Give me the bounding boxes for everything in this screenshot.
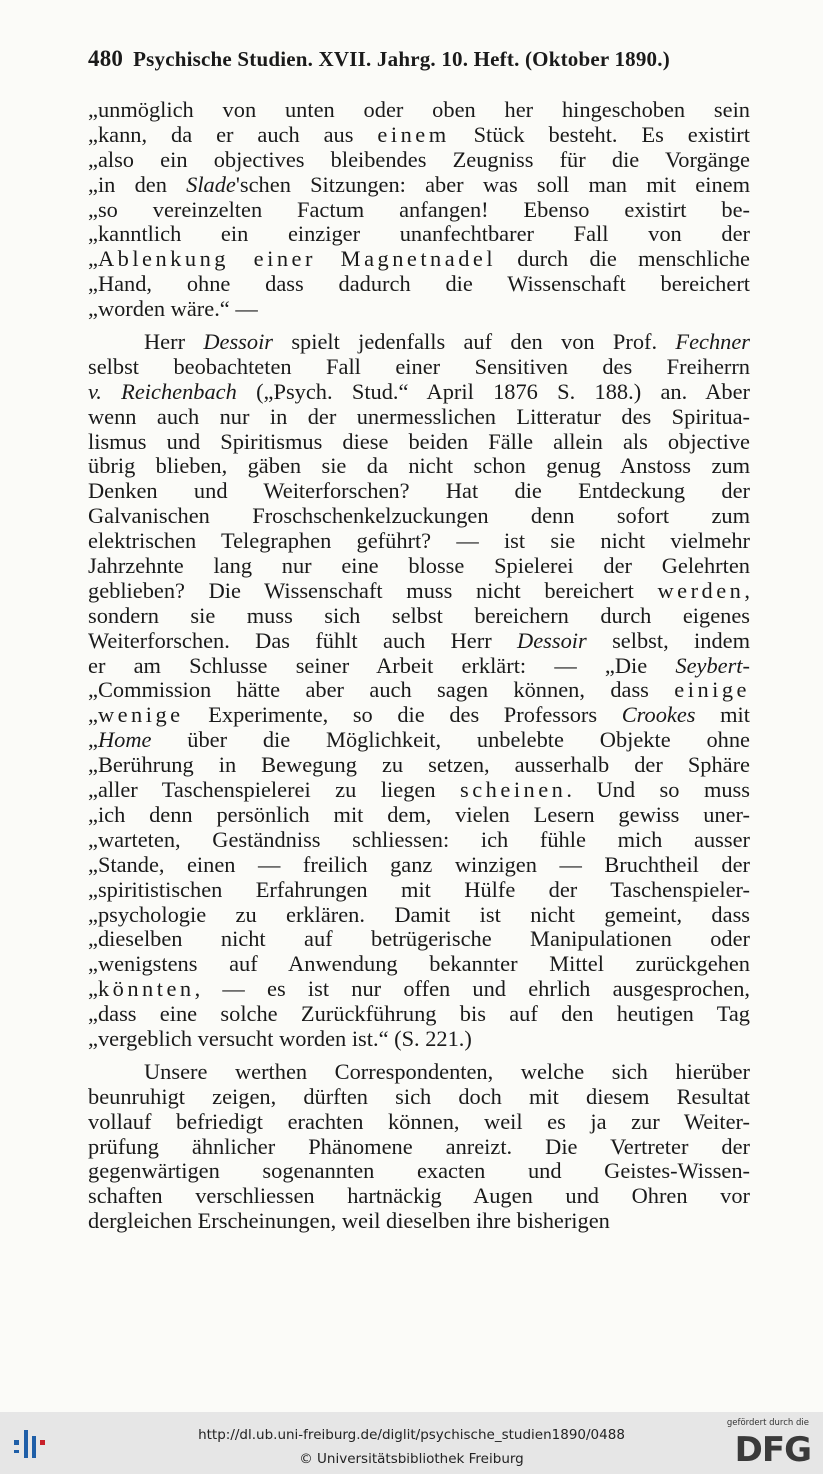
- text-line: [88, 454, 750, 479]
- text-line: [88, 828, 750, 853]
- text-run: selbst beobachteten Fall einer Sensitiven des Freiherrn: [88, 353, 750, 379]
- text-run: durch die menschliche: [496, 246, 750, 272]
- dfg-logo: [727, 1418, 813, 1470]
- text-run: „ich denn persönlich mit dem, vielen Lesern gewiss uner-: [88, 801, 750, 827]
- text-line: [88, 98, 750, 123]
- italic-name: Dessoir: [203, 329, 274, 355]
- text-run: übrig blieben, gäben sie da nicht schon genug Anstoss zum: [88, 453, 750, 479]
- text-line: [88, 728, 750, 753]
- emphasis-spaced: einem: [377, 121, 450, 147]
- text-run: „psychologie zu erklären. Damit ist nicht gemeint, dass: [88, 901, 750, 927]
- text-run: „kanntlich ein einziger unanfechtbarer Fall von der: [88, 221, 750, 247]
- page-number: 480: [88, 46, 124, 71]
- emphasis-spaced: scheinen: [460, 777, 567, 803]
- text-line: [88, 529, 750, 554]
- text-run: „so vereinzelten Factum anfangen! Ebenso existirt be-: [88, 196, 750, 222]
- text-line: [88, 554, 750, 579]
- text-line: [88, 579, 750, 604]
- emphasis-spaced: wenige: [97, 702, 184, 728]
- text-run: . Und so muss: [566, 777, 750, 803]
- text-line: [88, 330, 750, 355]
- funder-logo-text: DFG: [734, 1430, 811, 1470]
- italic-name: Seybert-: [675, 652, 750, 678]
- text-line: [88, 405, 750, 430]
- text-run: , — es ist nur offen und ehrlich ausgesprochen,: [194, 976, 750, 1002]
- text-line: [88, 1135, 750, 1160]
- text-run: „dass eine solche Zurückführung bis auf den heutigen Tag: [88, 1001, 750, 1027]
- text-line: [88, 173, 750, 198]
- text-line: [88, 803, 750, 828]
- text-run: „kann, da er auch aus: [88, 121, 378, 147]
- text-run: „wenigstens auf Anwendung bekannter Mittel zurückgehen: [88, 951, 750, 977]
- running-title: Psychische Studien. XVII. Jahrg. 10. Heft. (Oktober 1890.): [133, 47, 670, 71]
- text-line: [88, 678, 750, 703]
- text-line: [88, 272, 750, 297]
- running-header: [88, 46, 760, 72]
- text-line: [88, 1110, 750, 1135]
- text-line: [88, 977, 750, 1002]
- text-line: [88, 198, 750, 223]
- italic-name: Fechner: [675, 329, 750, 355]
- italic-name: Crookes: [621, 702, 696, 728]
- paragraph: [88, 1060, 750, 1234]
- text-line: [88, 1060, 750, 1085]
- text-run: Weiterforschen. Das fühlt auch Herr: [88, 627, 518, 653]
- text-run: wenn auch nur in der unermesslichen Litteratur des Spiritua-: [88, 403, 750, 429]
- text-run: Denken und Weiterforschen? Hat die Entdeckung der: [88, 478, 750, 504]
- paragraph: [88, 330, 750, 1052]
- italic-name: v. Reichenbach: [88, 378, 237, 404]
- text-run: „: [88, 702, 98, 728]
- text-line: [88, 222, 750, 247]
- text-run: „unmöglich von unten oder oben her hingeschoben sein: [88, 97, 750, 122]
- text-run: Galvanischen Froschschenkelzuckungen denn sofort zum: [88, 503, 750, 529]
- body-text: [88, 98, 750, 1234]
- text-line: [88, 1159, 750, 1184]
- text-line: [88, 1002, 750, 1027]
- text-run: „Berührung in Bewegung zu setzen, ausserhalb der Sphäre: [88, 752, 750, 778]
- text-line: [88, 479, 750, 504]
- text-line: [88, 430, 750, 455]
- text-run: „worden wäre.“ —: [88, 296, 258, 322]
- text-run: ,: [744, 577, 750, 603]
- text-run: „aller Taschenspielerei zu liegen: [88, 777, 461, 803]
- text-line: [88, 504, 750, 529]
- text-line: [88, 703, 750, 728]
- text-line: [88, 654, 750, 679]
- text-line: [88, 148, 750, 173]
- text-line: [88, 1209, 750, 1234]
- funder-label: gefördert durch die: [726, 1418, 809, 1428]
- text-line: [88, 753, 750, 778]
- italic-name: Slade: [186, 171, 236, 197]
- text-run: beunruhigt zeigen, dürften sich doch mit diesem Resultat: [88, 1083, 750, 1109]
- text-run: „dieselben nicht auf betrügerische Manipulationen oder: [88, 926, 750, 952]
- copyright-line: © Universitätsbibliothek Freiburg: [299, 1451, 524, 1467]
- text-run: „warteten, Geständniss schliessen: ich fühle mich ausser: [88, 826, 750, 852]
- text-line: [88, 355, 750, 380]
- text-run: sondern sie muss sich selbst bereichern durch eigenes: [88, 602, 750, 628]
- text-line: [88, 853, 750, 878]
- text-line: [88, 380, 750, 405]
- emphasis-spaced: Ablenkung einer Magnetnadel: [97, 246, 497, 272]
- text-line: [88, 1027, 750, 1052]
- text-line: [88, 297, 750, 322]
- text-run: „: [88, 727, 98, 753]
- italic-name: Home: [97, 727, 152, 753]
- text-line: [88, 1085, 750, 1110]
- text-run: „: [88, 976, 98, 1002]
- text-run: mit: [695, 702, 750, 728]
- text-run: Unsere werthen Correspondenten, welche sich hierüber: [144, 1058, 750, 1084]
- text-run: Experimente, so die des Professors: [183, 702, 622, 728]
- text-run: „in den: [88, 171, 187, 197]
- text-run: lismus und Spiritismus diese beiden Fälle allein als objective: [88, 428, 750, 454]
- text-run: elektrischen Telegraphen geführt? — ist sie nicht vielmehr: [88, 528, 750, 554]
- text-line: [88, 629, 750, 654]
- emphasis-spaced: einige: [674, 677, 750, 703]
- text-run: er am Schlusse seiner Arbeit erklärt: — „Die: [88, 652, 676, 678]
- text-line: [88, 604, 750, 629]
- text-run: „Hand, ohne dass dadurch die Wissenschaft bereichert: [88, 271, 750, 297]
- text-run: über die Möglichkeit, unbelebte Objekte ohne: [151, 727, 750, 753]
- text-run: prüfung ähnlicher Phänomene anreizt. Die Vertreter der: [88, 1133, 750, 1159]
- text-line: [88, 878, 750, 903]
- text-run: „also ein objectives bleibendes Zeugniss für die Vorgänge: [88, 146, 750, 172]
- text-run: spielt jedenfalls auf den von Prof.: [273, 329, 676, 355]
- paragraph: [88, 98, 750, 322]
- italic-name: Dessoir: [517, 627, 587, 653]
- text-run: „: [88, 246, 98, 272]
- text-line: [88, 247, 750, 272]
- text-run: 'schen Sitzungen: aber was soll man mit einem: [235, 171, 750, 197]
- text-run: schaften verschliessen hartnäckig Augen und Ohren vor: [88, 1183, 750, 1209]
- text-run: „Stande, einen — freilich ganz winzigen — Bruchtheil der: [88, 851, 750, 877]
- text-run: „Commission hätte aber auch sagen können, dass: [88, 677, 675, 703]
- text-run: dergleichen Erscheinungen, weil dieselben ihre bisherigen: [88, 1208, 610, 1234]
- text-run: selbst, indem: [586, 627, 750, 653]
- text-line: [88, 1184, 750, 1209]
- text-run: Herr: [144, 329, 204, 355]
- document-url[interactable]: http://dl.ub.uni-freiburg.de/diglit/psychische_studien1890/0488: [198, 1427, 625, 1443]
- emphasis-spaced: könnten: [97, 976, 195, 1002]
- text-line: [88, 123, 750, 148]
- text-run: Jahrzehnte lang nur eine blosse Spielerei der Gelehrten: [88, 553, 750, 579]
- text-run: geblieben? Die Wissenschaft muss nicht bereichert: [88, 577, 658, 603]
- text-run: „spiritistischen Erfahrungen mit Hülfe der Taschenspieler-: [88, 876, 750, 902]
- viewer-footer: [0, 1412, 823, 1474]
- text-line: [88, 952, 750, 977]
- emphasis-spaced: werden: [657, 577, 745, 603]
- text-line: [88, 903, 750, 928]
- text-line: [88, 927, 750, 952]
- text-run: („Psych. Stud.“ April 1876 S. 188.) an. Aber: [236, 378, 750, 404]
- text-run: gegenwärtigen sogenannten exacten und Geistes-Wissen-: [88, 1158, 750, 1184]
- text-run: vollauf befriedigt erachten können, weil es ja zur Weiter-: [88, 1108, 750, 1134]
- text-line: [88, 778, 750, 803]
- text-run: Stück besteht. Es existirt: [449, 121, 750, 147]
- text-run: „vergeblich versucht worden ist.“ (S. 221.): [88, 1025, 472, 1051]
